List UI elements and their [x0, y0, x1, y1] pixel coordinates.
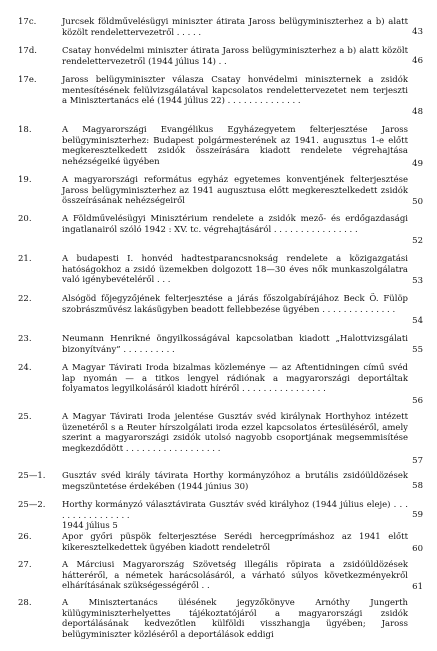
entry-page-number: 43 [412, 27, 423, 37]
entry-number: 24. [18, 363, 32, 373]
entry-number: 19. [18, 175, 32, 185]
entry-text: Neumann Henrikné öngyilkosságával kapcsolatban kiadott „Halottvizsgálati bizonyítvány” . . . . . . . . . . [62, 334, 408, 355]
entry-number: 17e. [18, 75, 37, 85]
entry-text: A Magyar Távirati Iroda bizalmas közleménye — az Aftentidningen című svéd lap nyomán — a titkos lengyel rádiónak a magyarországi deportáltak folyamatos legyilkolásáról kiadott híréről . . . . . . . . . . . . . . . . [62, 363, 408, 394]
entry-number: 28. [18, 598, 32, 608]
entry-text: A budapesti I. honvéd hadtestparancsnokság rendelete a közigazgatási hatóságokhoz a zsidó üzemekben dolgozott 18—30 éves nők munkaszolgálatra való igénybevételéről . . . [62, 254, 408, 285]
entry-text: Alsógöd főjegyzőjének felterjesztése a járás főszolgabírájához Beck Ö. Fülöp szobrászművész lakásügyben beadott fellebbezése ügyében . . . . . . . . . . . . . . [62, 294, 408, 315]
entry-page-number: 56 [412, 396, 423, 406]
entry-number: 17d. [18, 46, 37, 56]
entry-text: Csatay honvédelmi miniszter átirata Jaross belügyminiszterhez a b) alatt közölt rendelettervezetről (1944 július 14) . . [62, 46, 408, 67]
entry-page-number: 55 [412, 345, 423, 355]
entry-page-number: 48 [412, 107, 423, 117]
entry-page-number: 61 [412, 582, 423, 592]
entry-number: 21. [18, 254, 32, 264]
entry-page-number: 50 [412, 197, 423, 207]
entry-number: 27. [18, 560, 32, 570]
entry-text: Jaross belügyminiszter válasza Csatay honvédelmi miniszternek a zsidók mentesítésének felülvizsgálatával kapcsolatos rendelettervezetet nem terjeszti a Minisztertanács elé (1944 július 22) . . . . . . . . . . . . . . [62, 75, 408, 106]
entry-number: 22. [18, 294, 32, 304]
entry-number: 26. [18, 532, 32, 542]
entry-number: 23. [18, 334, 32, 344]
entry-text: A Magyar Távirati Iroda jelentése Gusztáv svéd királynak Horthyhoz intézett üzenetéről s a Reuter hírszolgálati iroda ezzel kapcsolatos értesüléséről, amely szerint a magyarországi zsidók utolsó nagyobb csoportjának megsemmisítése megkezdődött . . . . . . . . . . . . . . . . . . [62, 412, 408, 454]
entry-text: A Minisztertanács ülésének jegyzőkönyve Arnóthy Jungerth külügyminiszterhelyettes tájékoztatójáról a magyarországi zsidók deportálásának kedvezőtlen külföldi visszhangja ügyében; Jaross belügyminiszter közléséről a deportálások eddigi [62, 598, 408, 640]
entry-page-number: 58 [412, 481, 423, 491]
entry-number: 17c. [18, 17, 37, 27]
entry-page-number: 53 [412, 276, 423, 286]
entry-text: 1944 július 5 [62, 521, 118, 531]
entry-text: A Márciusi Magyarország Szövetség illegális röpirata a zsidóüldözések hátteréről, a németek harácsolásáról, a várható súlyos következményekről elhárításának szükségességéről . . [62, 560, 408, 591]
entry-text: Jurcsek földművelésügyi miniszter átirata Jaross belügyminiszterhez a b) alatt közölt rendelettervezetről . . . . . [62, 17, 408, 38]
entry-page-number: 60 [412, 544, 423, 554]
entry-number: 25. [18, 412, 32, 422]
entry-number: 25—2. [18, 500, 46, 510]
entry-text: A magyarországi református egyház egyetemes konventjének felterjesztése Jaross belügyminiszterhez az 1941 augusztusa előtt megkeresztelkedett zsidók összeírásának nehézségeiről [62, 175, 408, 206]
entry-page-number: 49 [412, 159, 423, 169]
entry-page-number: 57 [412, 456, 423, 466]
entry-number: 25—1. [18, 471, 46, 481]
entry-page-number: 46 [412, 56, 423, 66]
entry-page-number: 52 [412, 236, 423, 246]
entry-text: A Magyarországi Evangélikus Egyházegyetem felterjesztése Jaross belügyminiszterhez: Budapest polgármesterének az 1941. augusztus 1-e előtt megkeresztelkedett zsidók összeírására kiadott rendelete végrehajtása nehézségeiké ügyében [62, 125, 408, 167]
entry-page-number: 54 [412, 316, 423, 326]
entry-text: Gusztáv svéd király távirata Horthy kormányzóhoz a brutális zsidóüldözések megszüntetése érdekében (1944 június 30) [62, 471, 408, 492]
entry-text: A Földművelésügyi Minisztérium rendelete a zsidók mező- és erdőgazdasági ingatlanairól szóló 1942 : XV. tc. végrehajtásáról . . . . . . . . . . . . . . . . [62, 214, 408, 235]
entry-number: 18. [18, 125, 32, 135]
entry-number: 20. [18, 214, 32, 224]
entry-text: Horthy kormányzó választávirata Gusztáv svéd királyhoz (1944 július eleje) . . . . . . . . . . . . . . . . [62, 500, 408, 521]
entry-text: Apor győri püspök felterjesztése Serédi hercegprímáshoz az 1941 előtt kikeresztelkedettek ügyében kiadott rendeletről [62, 532, 408, 553]
entry-page-number: 59 [412, 510, 423, 520]
